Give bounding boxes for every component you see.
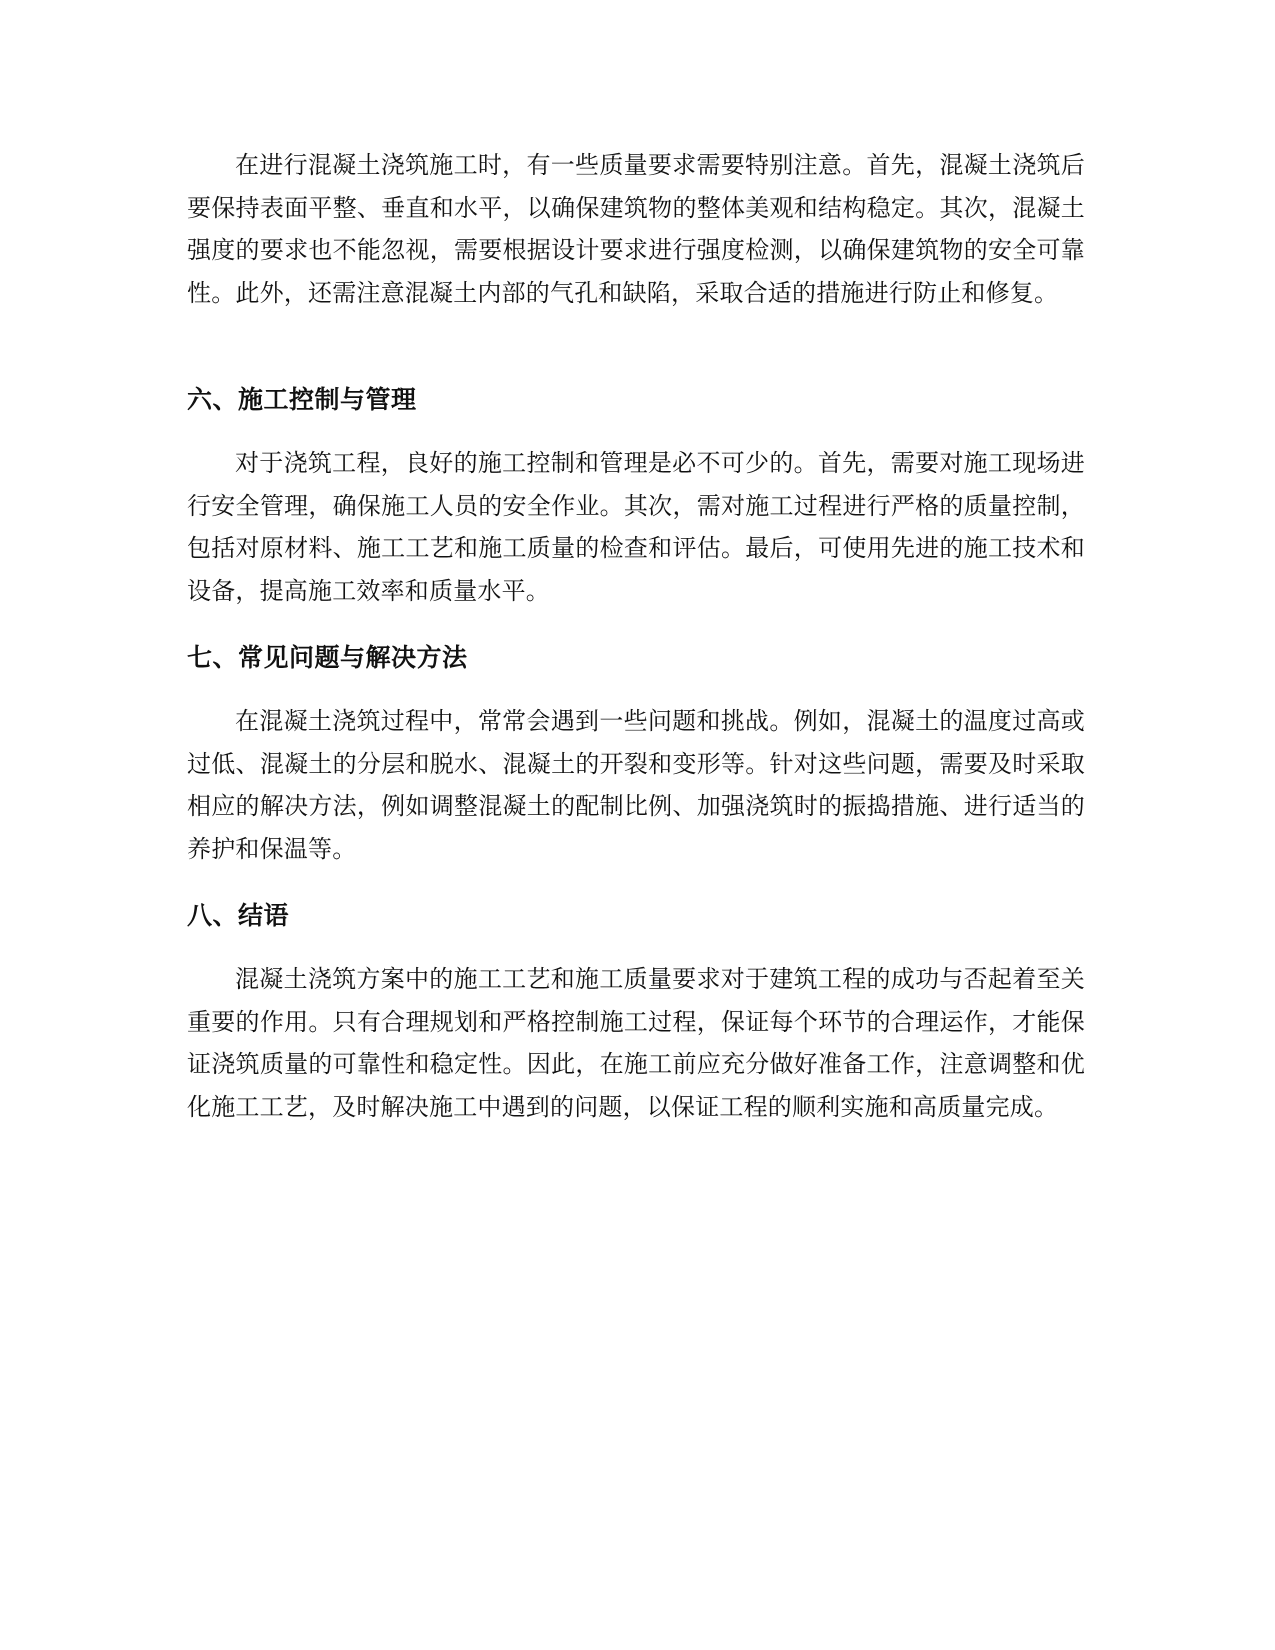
paragraph-quality-requirements: 在进行混凝土浇筑施工时，有一些质量要求需要特别注意。首先，混凝土浇筑后要保持表面平整、垂直和水平，以确保建筑物的整体美观和结构稳定。其次，混凝土强度的要求也不能忽视，需要根据设计要求进行强度检测，以确保建筑物的安全可靠性。此外，还需注意混凝土内部的气孔和缺陷，采取合适的措施进行防止和修复。: [187, 151, 1085, 307]
paragraph-conclusion: 混凝土浇筑方案中的施工工艺和施工质量要求对于建筑工程的成功与否起着至关重要的作用。只有合理规划和严格控制施工过程，保证每个环节的合理运作，才能保证浇筑质量的可靠性和稳定性。因此，在施工前应充分做好准备工作，注意调整和优化施工工艺，及时解决施工中遇到的问题，以保证工程的顺利实施和高质量完成。: [187, 965, 1085, 1121]
paragraph-common-problems: 在混凝土浇筑过程中，常常会遇到一些问题和挑战。例如，混凝土的温度过高或过低、混凝土的分层和脱水、混凝土的开裂和变形等。针对这些问题，需要及时采取相应的解决方法，例如调整混凝土的配制比例、加强浇筑时的振捣措施、进行适当的养护和保温等。: [187, 707, 1085, 863]
section-heading-conclusion: 八、结语: [187, 901, 290, 930]
section-heading-construction-control: 六、施工控制与管理: [187, 385, 417, 414]
paragraph-construction-control: 对于浇筑工程，良好的施工控制和管理是必不可少的。首先，需要对施工现场进行安全管理，确保施工人员的安全作业。其次，需对施工过程进行严格的质量控制，包括对原材料、施工工艺和施工质量的检查和评估。最后，可使用先进的施工技术和设备，提高施工效率和质量水平。: [187, 449, 1085, 605]
section-heading-common-problems: 七、常见问题与解决方法: [187, 643, 468, 672]
